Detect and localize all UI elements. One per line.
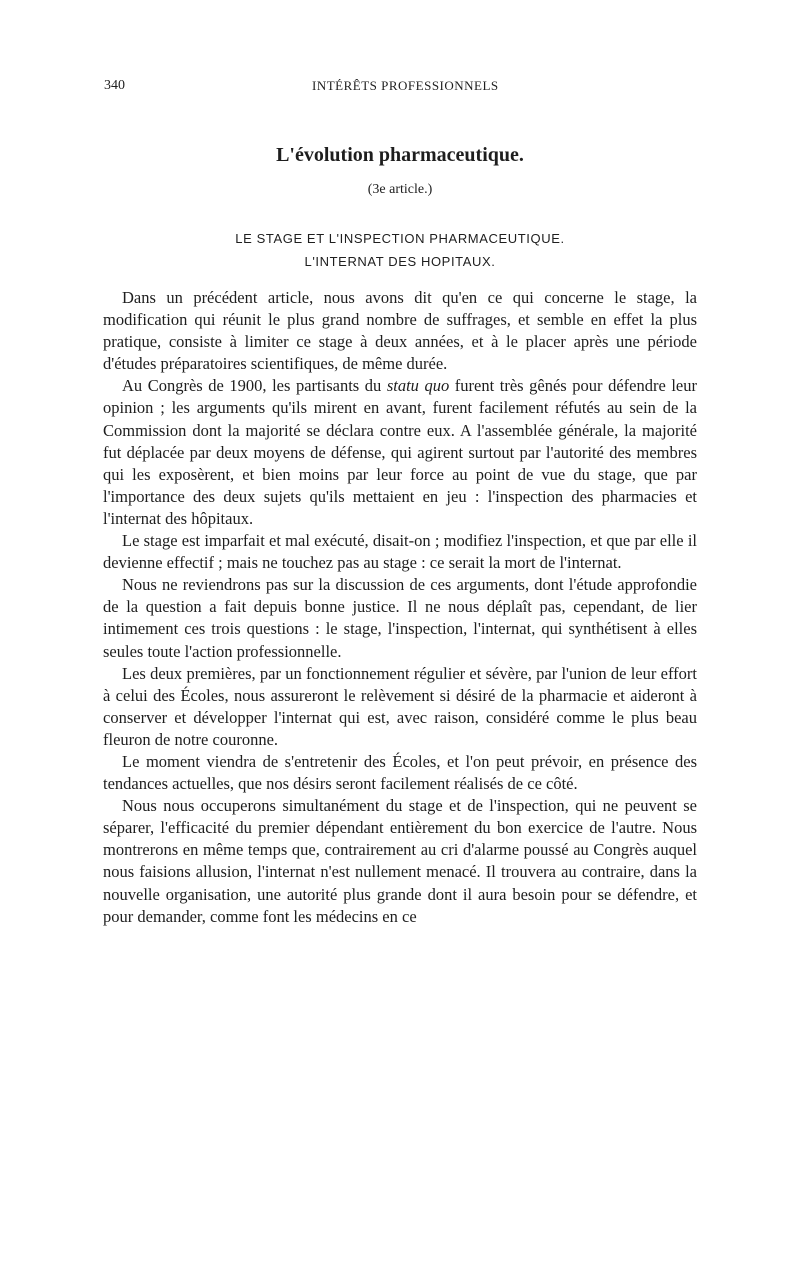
article-subtitle-line-2: L'INTERNAT DES HOPITAUX. — [304, 254, 496, 269]
paragraph-2 — [103, 375, 697, 530]
paragraph-4: Nous ne reviendrons pas sur la discussion de ces arguments, dont l'étude approfondie de la question a fait depuis bonne justice. Il ne nous déplaît pas, cependant, de lier intimement ces trois questions : le stage, l'inspection, l'internat, qui synthétisent à elles seules toute l'action professionnelle. — [103, 575, 697, 661]
paragraph-7: Nous nous occuperons simultanément du stage et de l'inspection, qui ne peuvent se séparer, l'efficacité du premier dépendant entièrement du bon exercice de l'autre. Nous montrerons en même temps que, contrairement au cri d'alarme poussé au Congrès auquel nous faisions allusion, l'internat n'est nullement menacé. Il trouvera au contraire, dans la nouvelle organisation, une autorité plus grande dont il aura besoin pour se défendre, et pour demander, comme font les médecins en ce — [103, 796, 697, 926]
paragraph-1: Dans un précédent article, nous avons dit qu'en ce qui concerne le stage, la modification qui réunit le plus grand nombre de suffrages, et semble en effet la plus pratique, consiste à limiter ce stage à deux années, et à le placer après une période d'études préparatoires scientifiques, de même durée. — [103, 288, 697, 374]
section-title: INTÉRÊTS PROFESSIONNELS — [312, 78, 499, 93]
statu-quo-italic: statu quo — [386, 376, 450, 396]
article-title: L'évolution pharmaceutique. — [276, 144, 524, 166]
article-number-note: (3e article.) — [367, 182, 433, 197]
article-body — [103, 287, 697, 928]
article-subtitle-line-1: LE STAGE ET L'INSPECTION PHARMACEUTIQUE. — [235, 231, 565, 246]
paragraph-3: Le stage est imparfait et mal exécuté, disait-on ; modifiez l'inspection, et que par elle il devienne effectif ; mais ne touchez pas au stage : ce serait la mort de l'internat. — [103, 531, 697, 573]
running-header — [104, 78, 696, 98]
page-number: 340 — [104, 78, 125, 93]
paragraph-2-text-after: furent très gênés pour défendre leur opinion ; les arguments qu'ils mirent en avant, furent facilement réfutés au sein de la Commission dont la majorité se déclara contre eux. A l'assemblée générale, la majorité fut déplacée par deux moyens de défense, qui agirent surtout par l'autorité des membres qui les exposèrent, et bien moins par leur force au point de vue du stage, que par l'importance des deux sujets qu'ils mettaient en jeu : l'inspection des pharmacies et l'internat des hôpitaux. — [103, 376, 697, 528]
paragraph-6: Le moment viendra de s'entretenir des Écoles, et l'on peut prévoir, en présence des tendances actuelles, que nos désirs seront facilement réalisés de ce côté. — [103, 751, 697, 794]
paragraph-2-text-before: Au Congrès de 1900, les partisants du — [122, 376, 387, 396]
paragraph-5: Les deux premières, par un fonctionnement régulier et sévère, par l'union de leur effort à celui des Écoles, nous assureront le relèvement si désiré de la pharmacie et aideront à conserver et développer l'internat qui est, avec raison, considéré comme le plus beau fleuron de notre couronne. — [103, 663, 697, 749]
